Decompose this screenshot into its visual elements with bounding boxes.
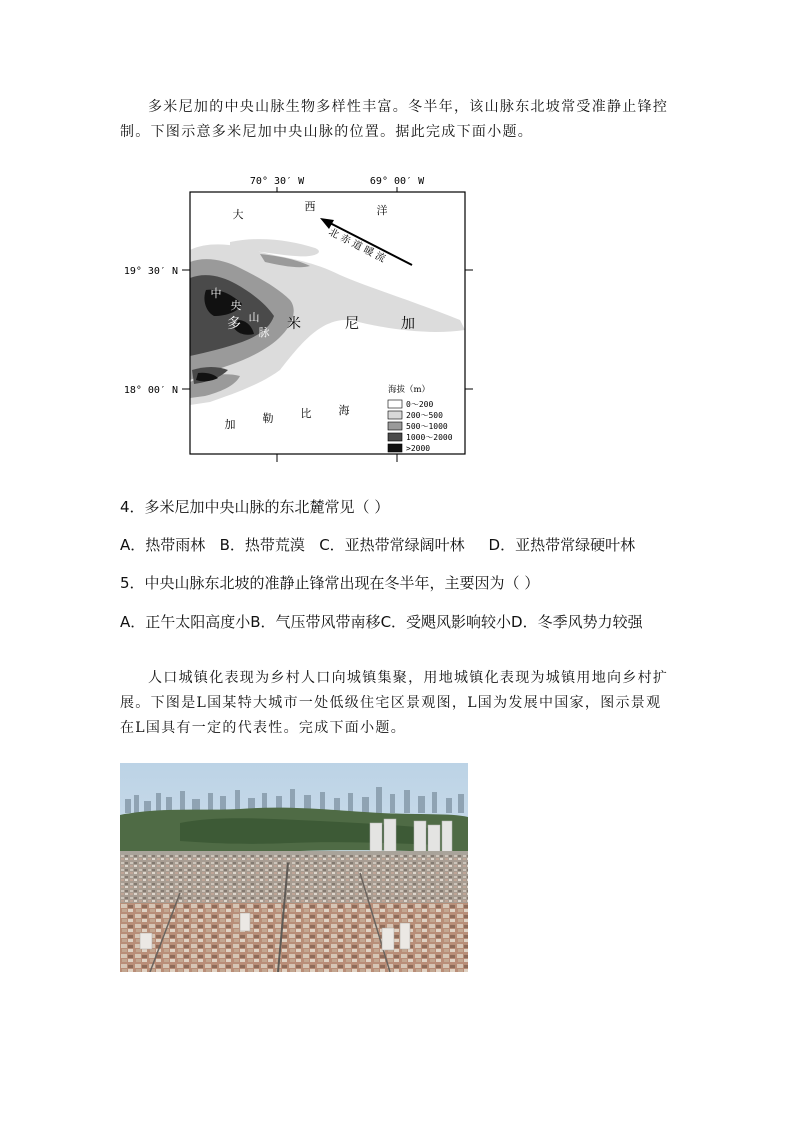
q4-option-c: C．亚热带常绿阔叶林 bbox=[319, 536, 465, 554]
q5-option-c: C．受飓风影响较小 bbox=[380, 613, 512, 631]
legend-item-5: >2000 bbox=[406, 444, 431, 453]
q5-option-b: B．气压带风带南移 bbox=[250, 613, 381, 631]
current-label: 北赤道暖流 bbox=[326, 226, 390, 267]
country-char-4: 加 bbox=[401, 316, 415, 332]
sea-char-4: 海 bbox=[338, 404, 350, 417]
current-arrow bbox=[320, 218, 412, 265]
legend-item-1: 0～200 bbox=[406, 400, 434, 409]
sea-char-3: 比 bbox=[300, 407, 312, 420]
mountain-char-2: 央 bbox=[230, 299, 242, 312]
dominican-map bbox=[110, 170, 490, 470]
q5-option-d: D．冬季风势力较强 bbox=[511, 613, 643, 631]
q4-option-b: B．热带荒漠 bbox=[219, 536, 305, 554]
ocean-char-1: 大 bbox=[232, 208, 244, 221]
legend-title: 海拔（m） bbox=[388, 385, 431, 395]
lat-label-1: 19° 30′ N bbox=[123, 266, 178, 277]
question-4-options bbox=[120, 534, 635, 555]
sea-char-2: 勒 bbox=[262, 412, 274, 425]
legend-item-3: 500～1000 bbox=[406, 422, 448, 431]
country-char-3: 尼 bbox=[345, 316, 359, 332]
question-5-stem: 5．中央山脉东北坡的准静止锋常出现在冬半年，主要因为（ ） bbox=[120, 574, 540, 592]
question-4-stem: 4．多米尼加中央山脉的东北麓常见（ ） bbox=[120, 498, 390, 516]
q4-option-d: D．亚热带常绿硬叶林 bbox=[488, 536, 636, 554]
legend-item-2: 200～500 bbox=[406, 411, 443, 420]
q5-option-a: A．正午太阳高度小 bbox=[120, 613, 251, 631]
legend-item-4: 1000～2000 bbox=[406, 433, 453, 442]
country-char-1: 多 bbox=[227, 316, 241, 332]
passage-2: 人口城镇化表现为乡村人口向城镇集聚，用地城镇化表现为城镇用地向乡村扩展。下图是L国某特大城市一处低级住宅区景观图，L国为发展中国家，图示景观在L国具有一定的代表性。完成下面小题。 bbox=[120, 670, 669, 736]
city-residential-photo bbox=[120, 763, 468, 972]
ocean-char-3: 洋 bbox=[376, 204, 388, 217]
elevation-legend bbox=[388, 384, 453, 453]
passage-1: 多米尼加的中央山脉生物多样性丰富。冬半年，该山脉东北坡常受准静止锋控制。下图示意多米尼加中央山脉的位置。据此完成下面小题。 bbox=[120, 99, 669, 140]
question-5-options bbox=[120, 611, 643, 632]
mountain-char-3: 山 bbox=[248, 311, 260, 324]
ocean-char-2: 西 bbox=[304, 200, 316, 213]
mountain-char-4: 脉 bbox=[258, 326, 270, 339]
q4-option-a: A．热带雨林 bbox=[120, 536, 206, 554]
country-char-2: 米 bbox=[287, 316, 301, 332]
mountain-char-1: 中 bbox=[210, 287, 222, 300]
sea-char-1: 加 bbox=[224, 418, 236, 431]
lat-label-2: 18° 00′ N bbox=[123, 385, 178, 396]
lon-label-2: 69° 00′ W bbox=[369, 176, 425, 187]
lon-label-1: 70° 30′ W bbox=[249, 176, 305, 187]
